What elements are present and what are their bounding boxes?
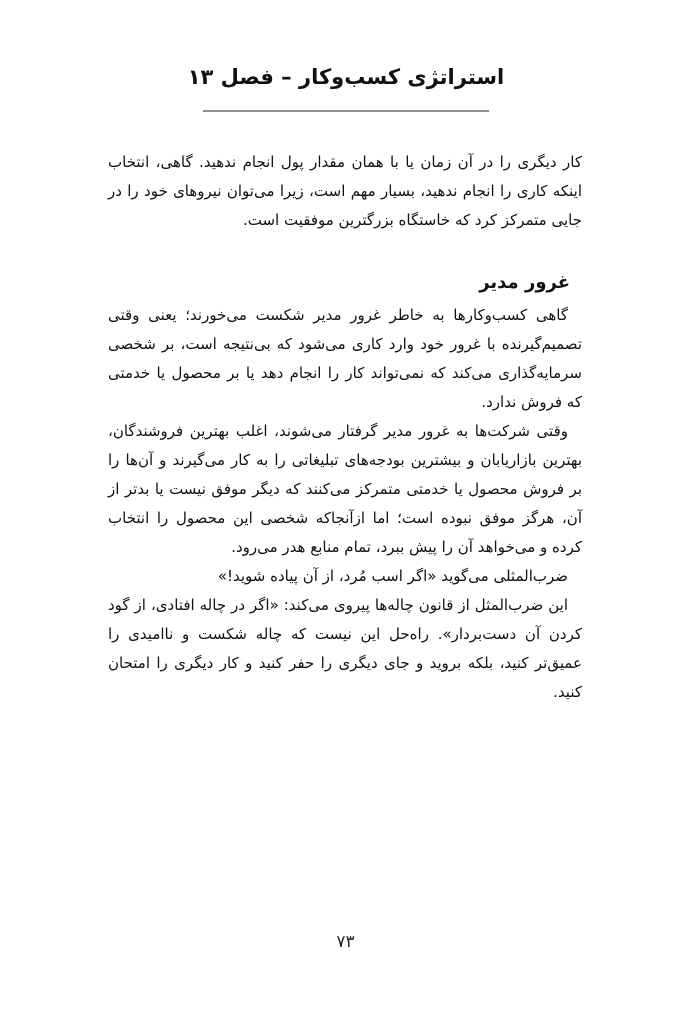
section-heading: غرور مدیر — [479, 272, 570, 293]
intro-paragraph: کار دیگری را در آن زمان یا با همان مقدار پول انجام ندهید. گاهی، انتخاب اینکه کاری را انجام ندهید، بسیار مهم است، زیرا می‌توان نیروهای خود را در جایی متمرکز کرد که خاستگاه بزرگترین موفقیت است. — [108, 153, 582, 229]
running-header-title: استراتژی کسب‌وکار – فصل ۱۳ — [187, 65, 505, 89]
paragraph-law-of-holes: این ضرب‌المثل از قانون چاله‌ها پیروی می‌کند: «اگر در چاله افتادی، از گود کردن آن دست‌بردار». راه‌حل این نیست که چاله شکست و ناامیدی را عمیق‌تر کنید، بلکه بروید و جای دیگری را حفر کنید و کار دیگری را امتحان کنید. — [108, 596, 582, 701]
paragraph-manager-ego: گاهی کسب‌وکارها به خاطر غرور مدیر شکست می‌خورند؛ یعنی وقتی تصمیم‌گیرنده با غرور خود وارد کاری می‌شود که بی‌نتیجه است، بر شخصی سرمایه‌گذاری می‌کند که نمی‌تواند کار را انجام دهد یا بر محصول یا خدمتی که فروش ندارد. — [108, 306, 582, 411]
paragraph-proverb: ضرب‌المثلی می‌گوید «اگر اسب مُرد، از آن پیاده شوید!» — [217, 567, 568, 585]
paragraph-companies-ego: وقتی شرکت‌ها به غرور مدیر گرفتار می‌شوند، اغلب بهترین فروشندگان، بهترین بازاریابان و بیشترین بودجه‌های تبلیغاتی را به کار می‌گیرند و آن‌ها را بر فروش محصول یا خدمتی متمرکز می‌کنند که دیگر موفق نیست یا بدتر از آن، هرگز موفق نبوده است؛ اما ازآنجاکه شخصی این محصول را انتخاب کرده و می‌خواهد آن را پیش ببرد، تمام منابع هدر می‌رود. — [108, 422, 582, 556]
page-body — [108, 148, 582, 707]
page-number: ۷۳ — [336, 932, 355, 952]
header-divider — [203, 110, 489, 112]
